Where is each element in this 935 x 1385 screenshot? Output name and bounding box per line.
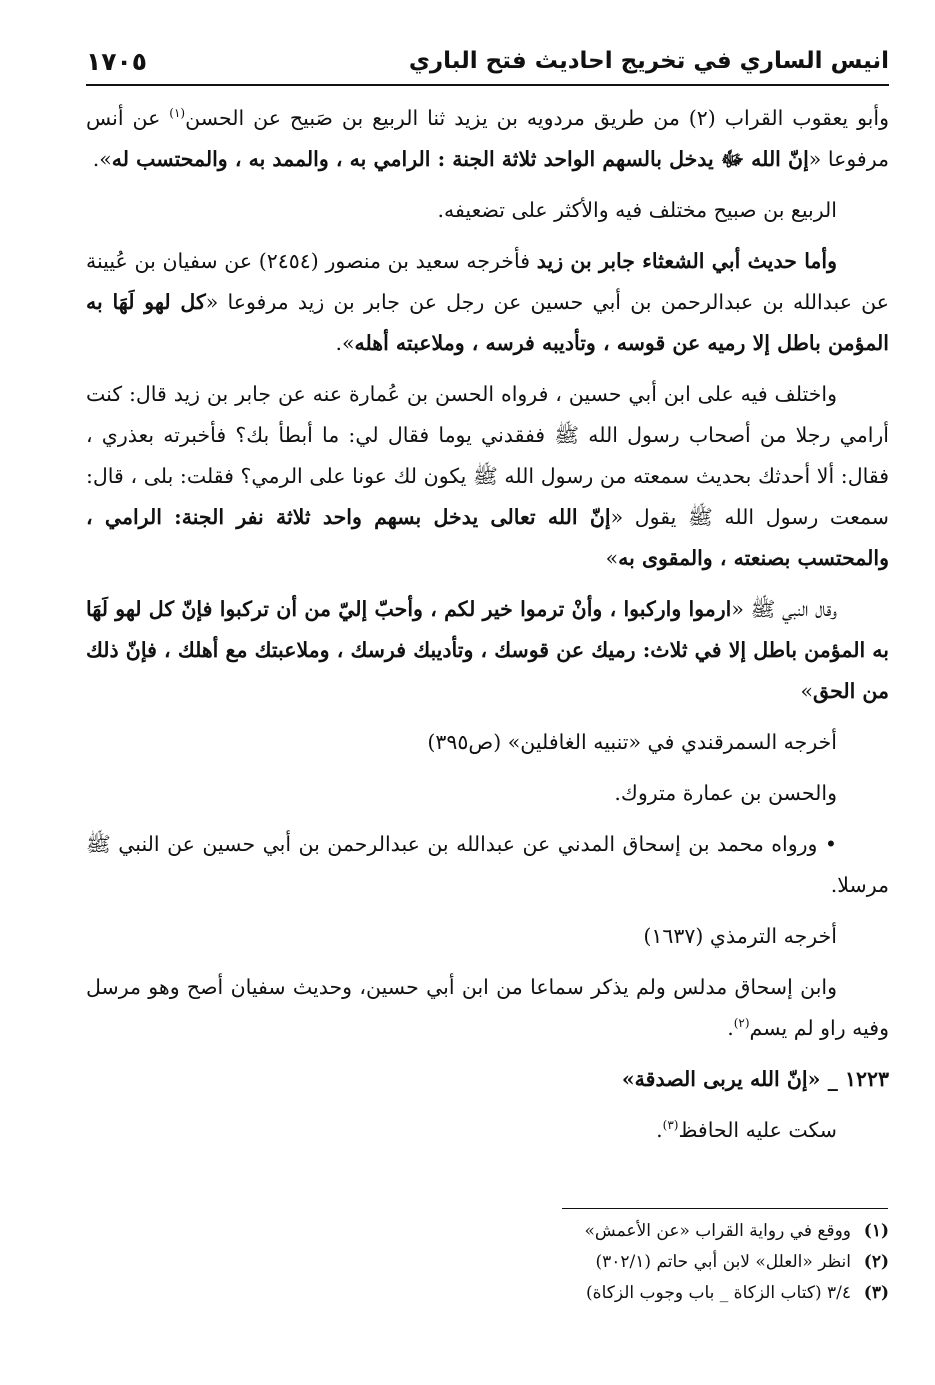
bold-text: كل لهو لَهَا به المؤمن باطل إلا رميه عن قوسه ، وتأديبه فرسه ، وملاعبته أهله <box>86 290 889 355</box>
bold-text: إنّ الله ﷻ يدخل بالسهم الواحد ثلاثة الجنة : الرامي به ، والممد به ، والمحتسب له <box>111 147 809 171</box>
footnote-ref: (١) <box>169 106 186 121</box>
text-segment: . <box>727 1016 734 1040</box>
text-segment: أخرجه الترمذي (١٦٣٧) <box>643 924 837 948</box>
footnote-number: (٣) <box>863 1283 889 1303</box>
text-segment: » <box>605 546 619 570</box>
text-segment: » <box>800 679 813 703</box>
text-segment: وقال النبي ﷺ « <box>731 597 837 621</box>
main-text <box>86 98 889 1161</box>
paragraph <box>86 773 889 814</box>
paragraph <box>86 1110 889 1151</box>
paragraph <box>86 824 889 906</box>
text-segment: الربيع بن صبيح مختلف فيه والأكثر على تضعيفه. <box>437 198 837 222</box>
bold-text: وأما حديث أبي الشعثاء جابر بن زيد <box>536 249 838 273</box>
bold-text: ١٢٢٣ _ «إنّ الله يربى الصدقة» <box>621 1067 889 1091</box>
text-segment: عن أنس مرفوعا « <box>86 106 889 171</box>
running-header <box>86 38 889 86</box>
text-segment: والحسن بن عمارة متروك. <box>614 781 837 805</box>
book-title: انيس الساري في تخريج احاديث فتح الباري <box>408 48 889 74</box>
footnote-text: انظر «العلل» لابن أبي حاتم (٣٠٢/١) <box>595 1252 851 1272</box>
footnote-ref: (٣) <box>662 1118 679 1133</box>
footnote <box>86 1247 889 1278</box>
text-segment: سكت عليه الحافظ <box>678 1118 837 1142</box>
paragraph <box>86 374 889 579</box>
footnote <box>86 1278 889 1309</box>
footnote-text: ووقع في رواية القراب «عن الأعمش» <box>584 1221 851 1241</box>
bold-text: ارموا واركبوا ، وأنْ ترموا خير لكم ، وأحبّ إليّ من أن تركبوا فإنّ كل لهو لَهَا به المؤمن باطل إلا في ثلاث: رميك عن قوسك ، وتأديبك فرسك ، وملاعبتك مع أهلك ، فإنّ ذلك من الحق <box>86 597 889 703</box>
footnote <box>86 1216 889 1247</box>
text-segment: أخرجه السمرقندي في «تنبيه الغافلين» (ص٣٩٥) <box>427 730 837 754</box>
bold-text: إنّ الله تعالى يدخل بسهم واحد ثلاثة نفر الجنة: الرامي ، والمحتسب بصنعته ، والمقوى به <box>86 505 889 570</box>
paragraph <box>86 722 889 763</box>
paragraph <box>86 1059 889 1100</box>
text-segment: وأبو يعقوب القراب (٢) من طريق مردويه بن يزيد ثنا الربيع بن صَبيح عن الحسن <box>185 106 889 130</box>
text-segment: واختلف فيه على ابن أبي حسين ، فرواه الحسن بن عُمارة عنه عن جابر بن زيد قال: كنت أرامي رجلا من أصحاب رسول الله ﷺ ففقدني يوما فقال لي: ما أبطأ بك؟ فأخبرته بعذري ، فقال: ألا أحدثك بحديث سمعته من رسول الله ﷺ يكون لك عونا على الرمي؟ فقلت: بلى ، قال: سمعت رسول الله ﷺ يقول « <box>86 382 889 529</box>
footnote-ref: (٢) <box>733 1016 750 1031</box>
paragraph <box>86 916 889 957</box>
footnote-text: ٣/٤ (كتاب الزكاة _ باب وجوب الزكاة) <box>586 1283 851 1303</box>
footnote-separator <box>562 1208 888 1209</box>
paragraph <box>86 589 889 712</box>
text-segment: • ورواه محمد بن إسحاق المدني عن عبدالله بن عبدالرحمن بن أبي حسين عن النبي ﷺ مرسلا. <box>86 832 889 897</box>
page-number: ١٧٠٥ <box>86 46 148 76</box>
text-segment: . <box>656 1118 663 1142</box>
footnote-number: (٢) <box>863 1252 889 1272</box>
text-segment: وابن إسحاق مدلس ولم يذكر سماعا من ابن أبي حسين، وحديث سفيان أصح وهو مرسل وفيه راو لم يسم <box>86 975 889 1040</box>
text-segment: ». <box>92 147 112 171</box>
text-segment: فأخرجه سعيد بن منصور (٢٤٥٤) عن سفيان بن عُيينة عن عبدالله بن عبدالرحمن بن أبي حسين عن رجل عن جابر بن زيد مرفوعا « <box>86 249 889 314</box>
paragraph <box>86 98 889 180</box>
footnotes <box>86 1216 889 1309</box>
paragraph <box>86 967 889 1049</box>
text-segment: ». <box>335 331 355 355</box>
paragraph <box>86 190 889 231</box>
footnote-number: (١) <box>863 1221 889 1241</box>
paragraph <box>86 241 889 364</box>
